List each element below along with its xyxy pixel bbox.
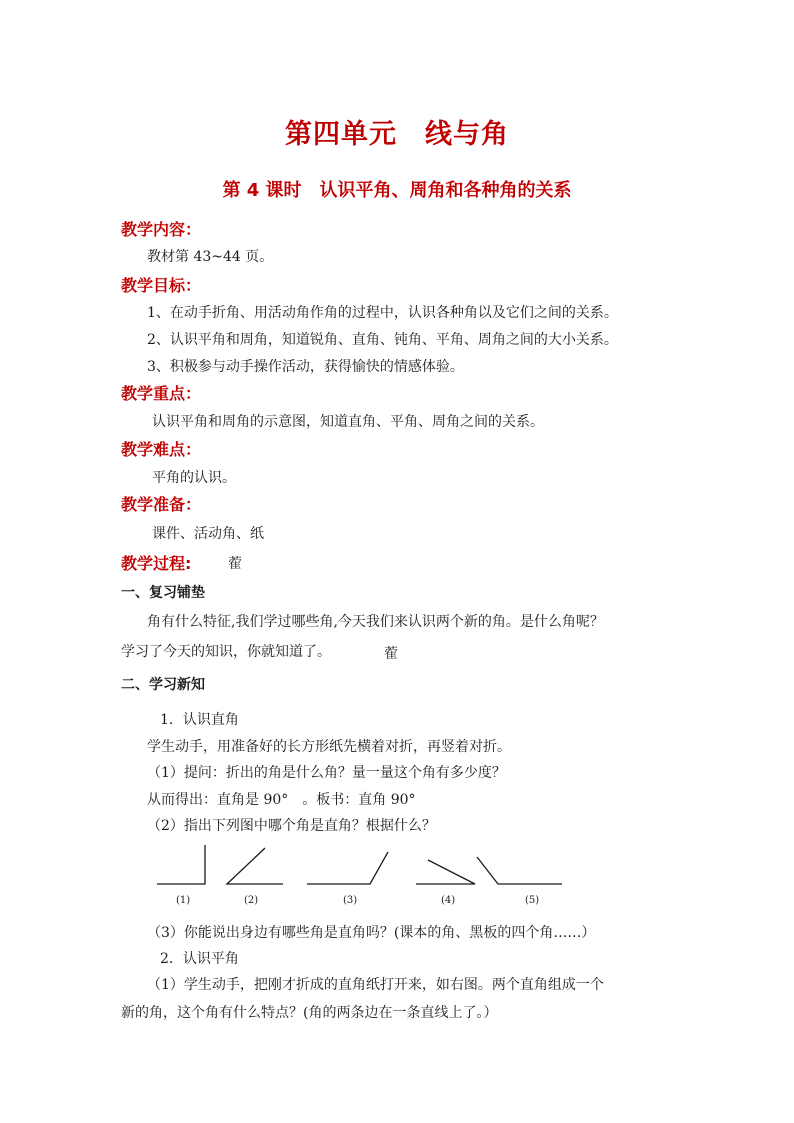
angle-figure-5 <box>477 857 562 884</box>
right-angle-question-3: （3）你能说出身边有哪些角是直角吗？(课本的角、黑板的四个角……） <box>147 925 596 941</box>
angle-figure-1 <box>157 845 205 884</box>
review-line-2: 学习了今天的知识，你就知道了。 <box>121 644 331 660</box>
straight-angle-line-1: （1）学生动手，把刚才折成的直角纸打开来，如右图。两个直角组成一个 <box>147 977 604 993</box>
page-title: 第四单元 线与角 <box>285 119 509 150</box>
section-review-title: 一、复习铺垫 <box>121 585 205 601</box>
right-angle-activity: 学生动手，用准备好的长方形纸先横着对折，再竖着对折。 <box>147 739 511 755</box>
straight-angle-line-2: 新的角，这个角有什么特点？(角的两条边在一条直线上了。） <box>121 1005 498 1021</box>
figure-label-1: (1) <box>176 895 191 906</box>
figure-label-2: (2) <box>244 895 259 906</box>
angle-figure-2 <box>227 848 283 884</box>
angle-figure-4 <box>416 860 475 884</box>
right-angle-conclusion: 从而得出：直角是 90° 。板书：直角 90° <box>147 792 416 808</box>
figure-label-4: (4) <box>441 895 456 906</box>
review-line-1: 角有什么特征,我们学过哪些角,今天我们来认识两个新的角。是什么角呢？ <box>147 614 604 630</box>
preparation-text: 课件、活动角、纸 <box>152 526 264 542</box>
stray-character: 蒮 <box>228 556 242 572</box>
straight-angle-title: 2．认识平角 <box>160 951 239 967</box>
content-text: 教材第 43~44 页。 <box>147 249 274 265</box>
difficulty-heading: 教学难点： <box>121 440 202 459</box>
goal-item-2: 2、认识平角和周角，知道锐角、直角、钝角、平角、周角之间的大小关系。 <box>147 332 618 348</box>
stray-character-2: 蒮 <box>384 646 398 662</box>
preparation-heading: 教学准备： <box>121 495 202 514</box>
difficulty-text: 平角的认识。 <box>152 470 236 486</box>
lesson-subtitle: 第 4 课时 认识平角、周角和各种角的关系 <box>222 180 572 201</box>
figure-label-3: (3) <box>343 895 358 906</box>
section-new-knowledge-title: 二、学习新知 <box>121 677 205 693</box>
content-heading: 教学内容： <box>121 220 202 239</box>
key-points-heading: 教学重点： <box>121 384 202 403</box>
key-points-text: 认识平角和周角的示意图，知道直角、平角、周角之间的关系。 <box>152 414 544 430</box>
goal-item-1: 1、在动手折角、用活动角作角的过程中，认识各种角以及它们之间的关系。 <box>147 305 618 321</box>
process-heading: 教学过程: <box>121 554 192 573</box>
goals-heading: 教学目标： <box>121 276 202 295</box>
figure-label-5: (5) <box>525 895 540 906</box>
angle-figure-3 <box>307 852 388 884</box>
right-angle-question-2: （2）指出下列图中哪个角是直角？根据什么？ <box>147 818 436 834</box>
right-angle-title: 1．认识直角 <box>160 712 239 728</box>
goal-item-3: 3、积极参与动手操作活动，获得愉快的情感体验。 <box>147 359 464 375</box>
right-angle-question-1: （1）提问：折出的角是什么角？量一量这个角有多少度？ <box>147 765 506 781</box>
